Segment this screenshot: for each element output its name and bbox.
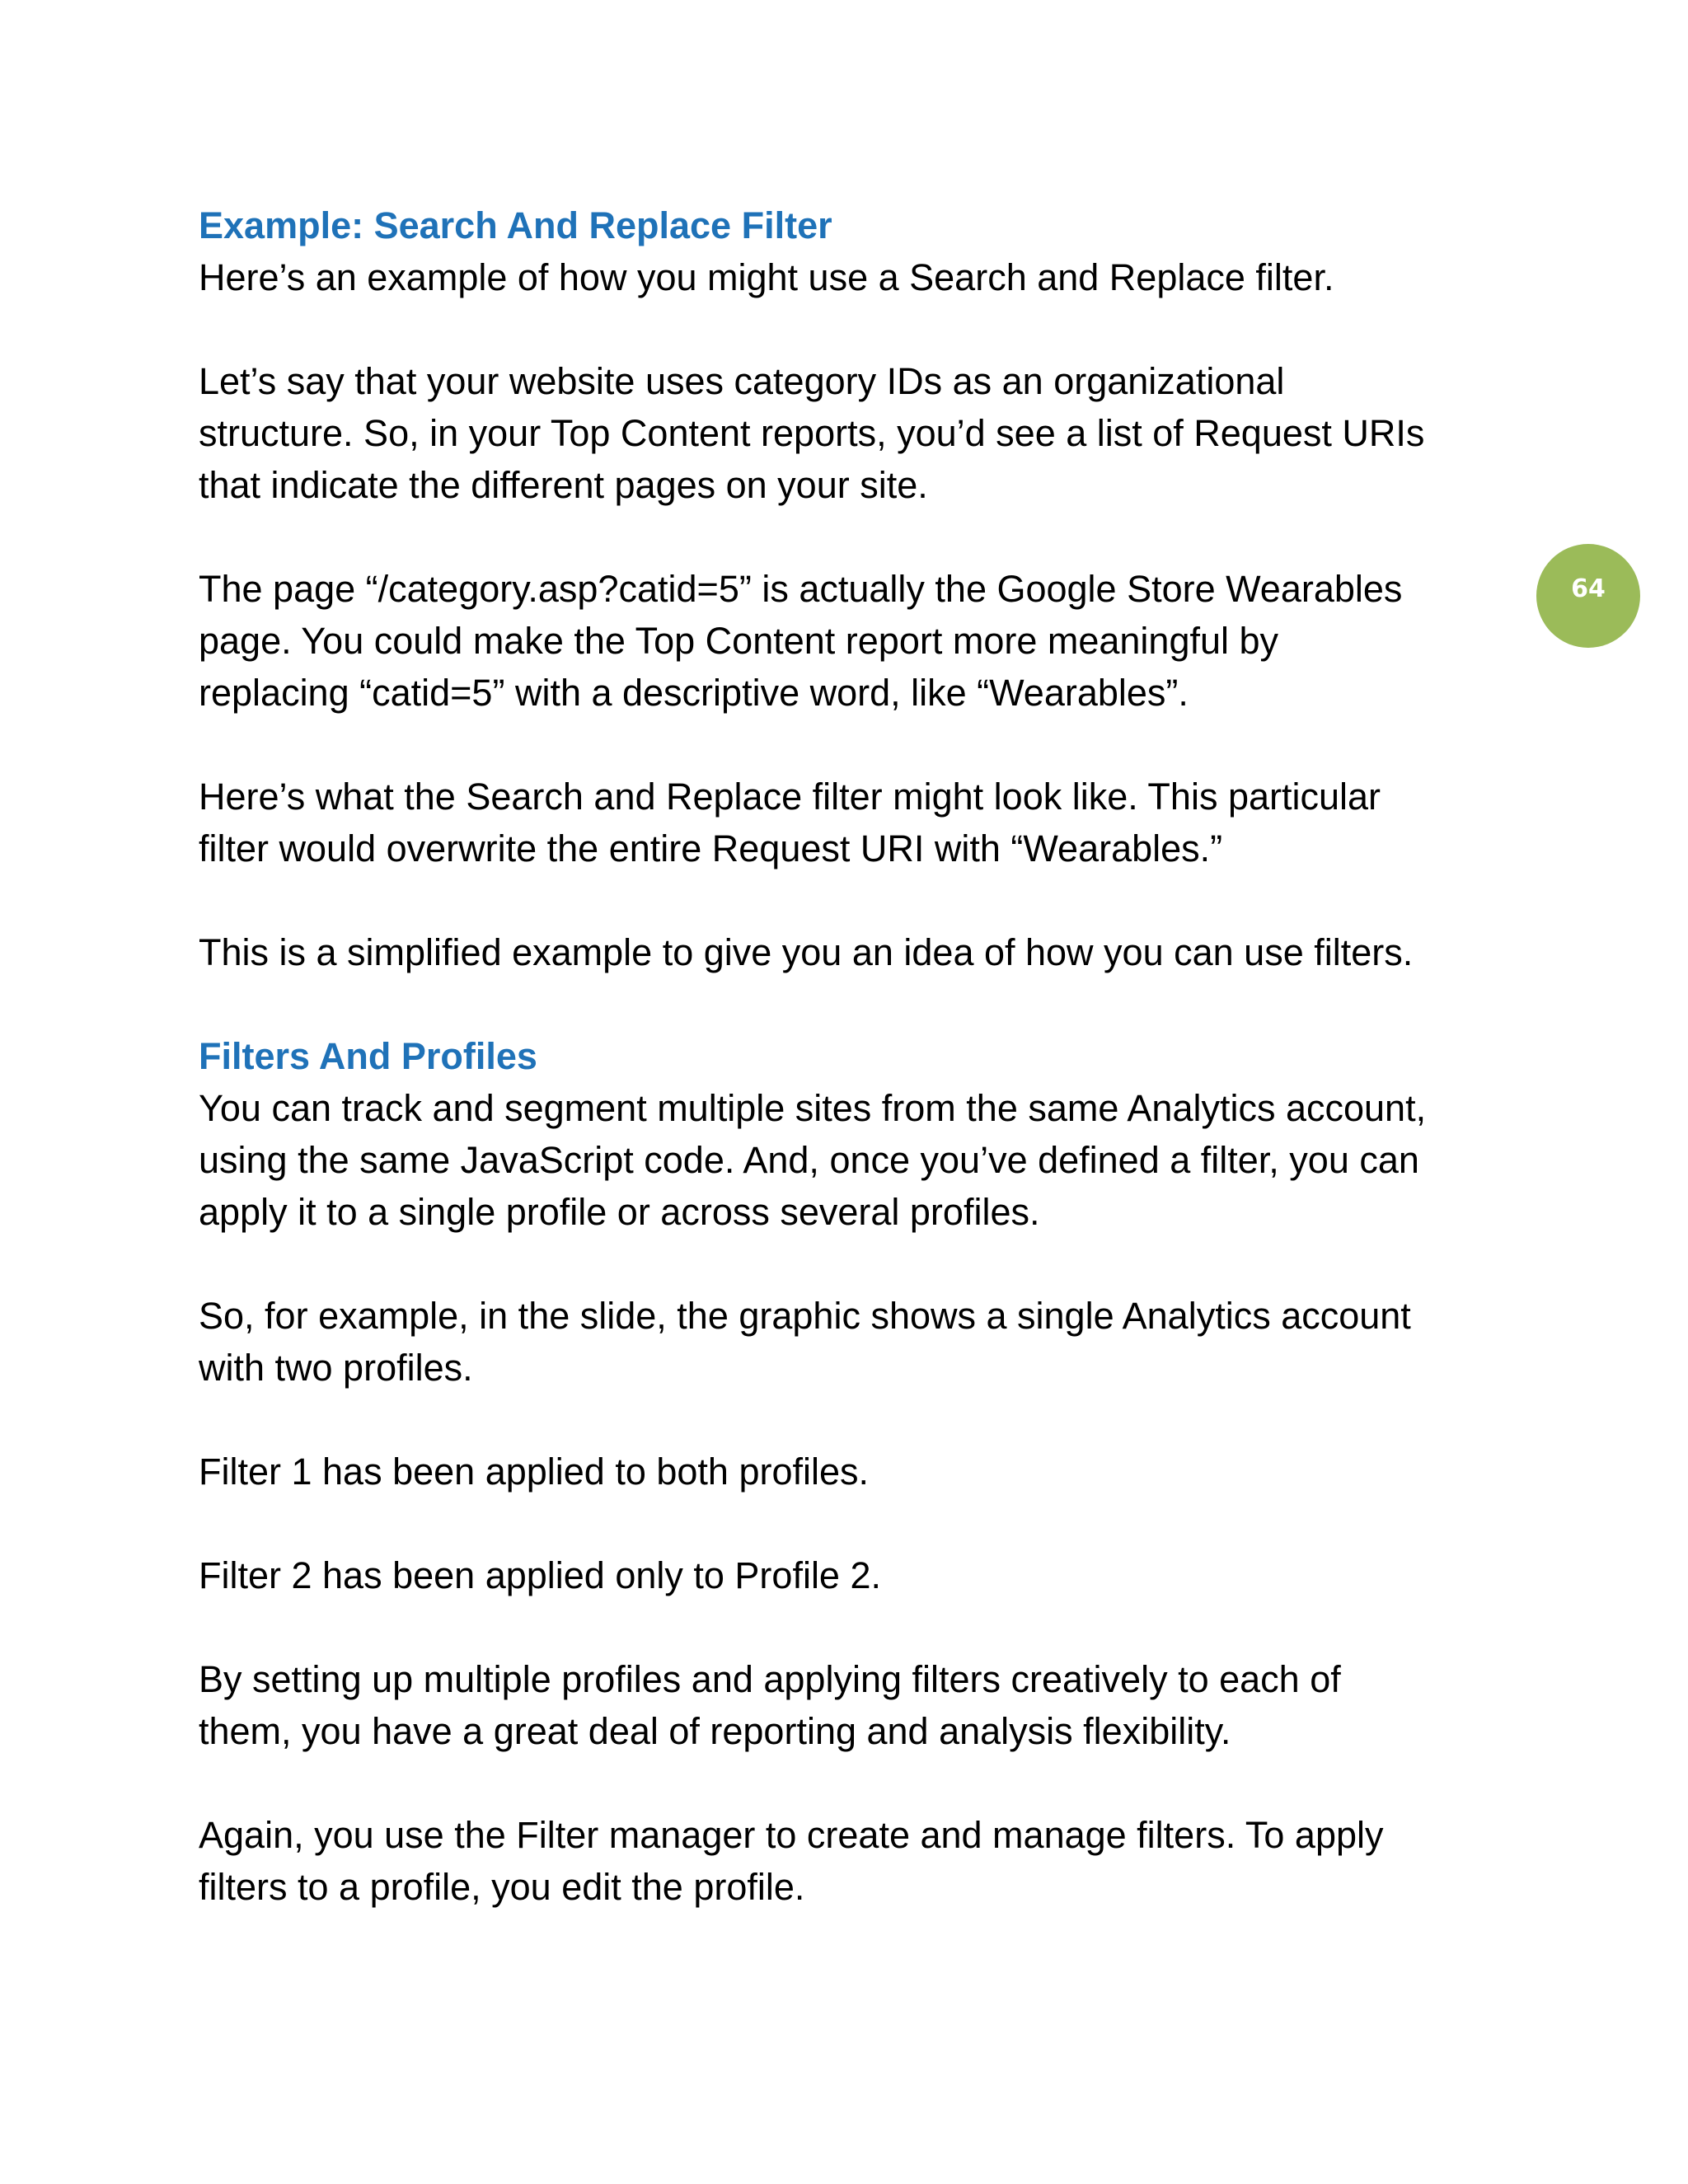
page-number: 64	[1571, 574, 1606, 603]
section-heading-filters-profiles: Filters And Profiles	[199, 1035, 537, 1077]
paragraph: Again, you use the Filter manager to create and manage filters. To apply filters to a profile, you edit the profile.	[199, 1814, 1384, 1908]
paragraph: Here’s an example of how you might use a Search and Replace filter.	[199, 256, 1334, 298]
paragraph: So, for example, in the slide, the graphic shows a single Analytics account with two profiles.	[199, 1295, 1411, 1389]
paragraph: The page “/category.asp?catid=5” is actually the Google Store Wearables page. You could make the Top Content report more meaningful by replacing “catid=5” with a descriptive word, like “Wearables”.	[199, 568, 1403, 714]
paragraph: By setting up multiple profiles and applying filters creatively to each of them, you have a great deal of reporting and analysis flexibility.	[199, 1658, 1341, 1752]
document-body	[199, 199, 1534, 1913]
paragraph: You can track and segment multiple sites from the same Analytics account, using the same JavaScript code. And, once you’ve defined a filter, you can apply it to a single profile or across several profiles.	[199, 1087, 1427, 1233]
paragraph: Let’s say that your website uses category IDs as an organizational structure. So, in your Top Content reports, you’d see a list of Request URIs that indicate the different pages on your site.	[199, 360, 1425, 506]
paragraph: Here’s what the Search and Replace filter might look like. This particular filter would overwrite the entire Request URI with “Wearables.”	[199, 776, 1381, 869]
page-number-badge	[1536, 544, 1640, 648]
section-heading-search-replace: Example: Search And Replace Filter	[199, 204, 832, 246]
paragraph: Filter 1 has been applied to both profiles.	[199, 1451, 870, 1493]
paragraph: This is a simplified example to give you an idea of how you can use filters.	[199, 931, 1414, 973]
paragraph: Filter 2 has been applied only to Profile 2.	[199, 1554, 881, 1596]
